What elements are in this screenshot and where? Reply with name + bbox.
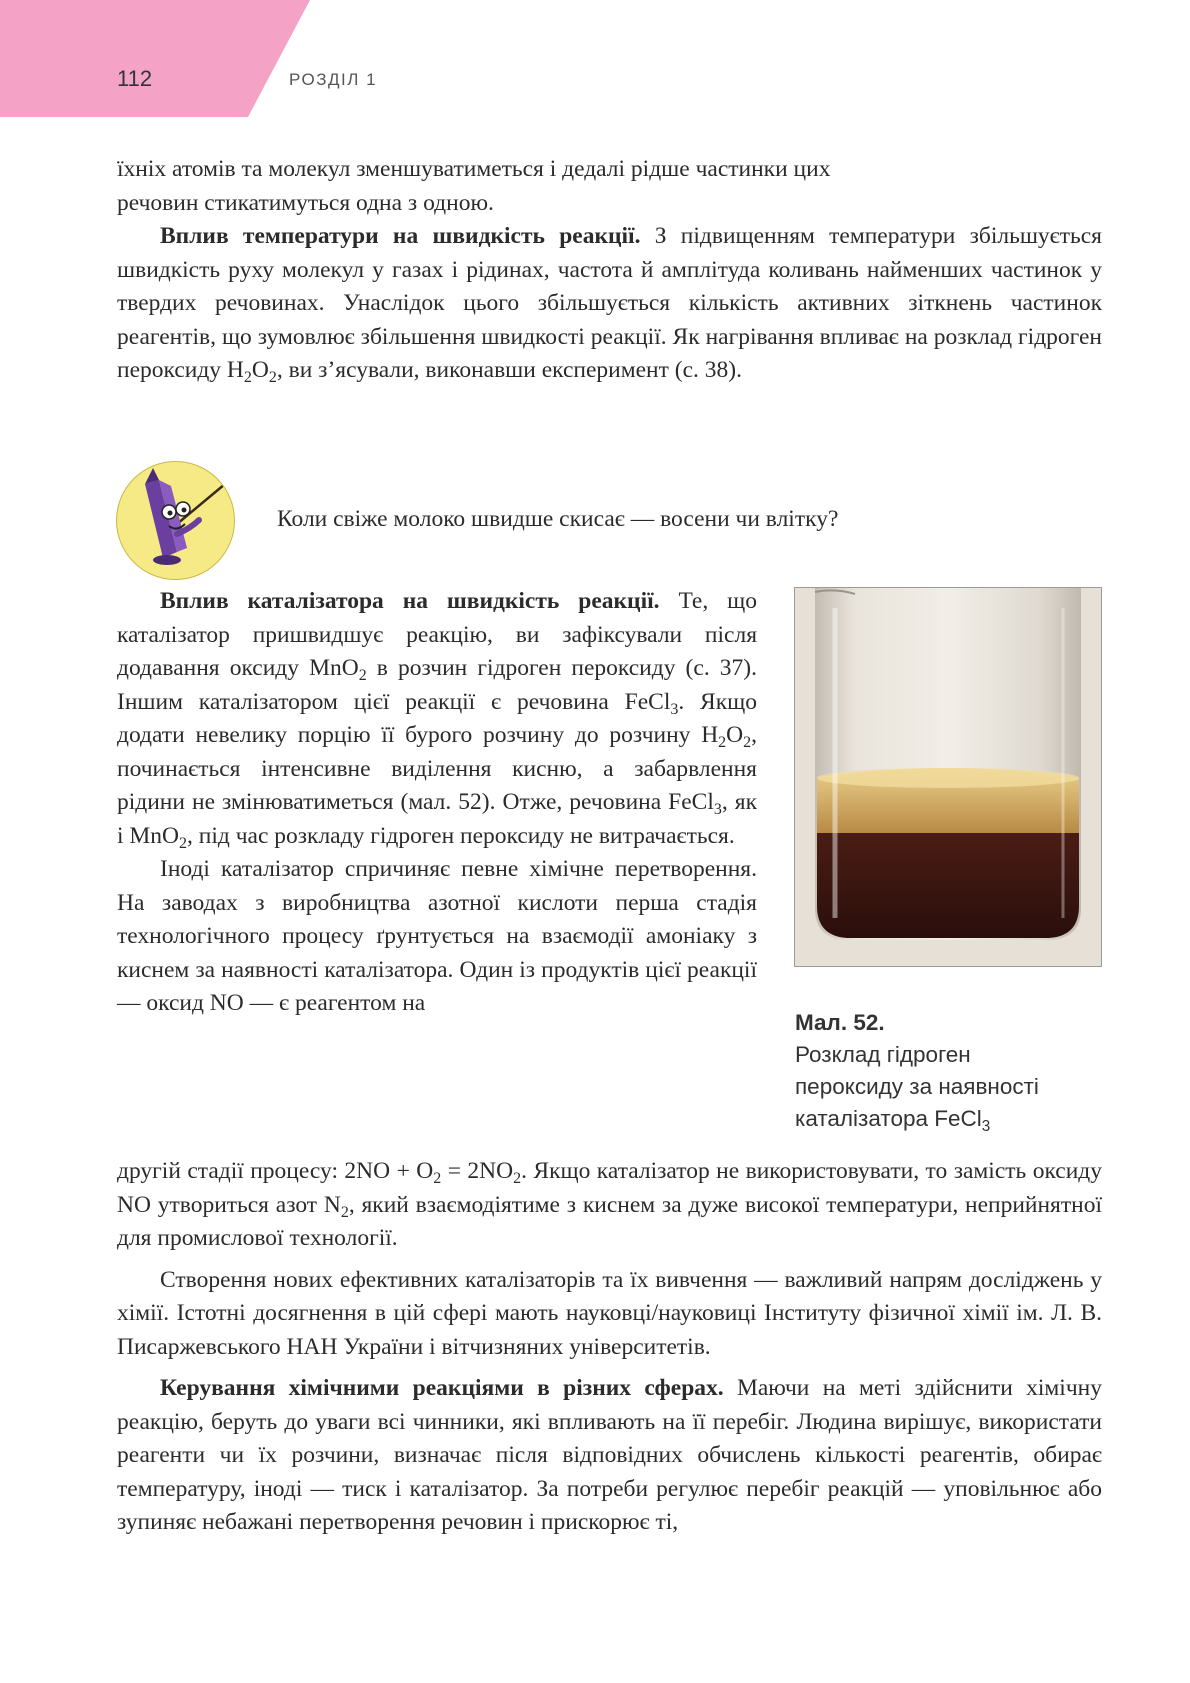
paragraph-temperature: Вплив температури на швидкість реакції. З підвищенням температури збільшується швидкість руху молекул у газах і рідинах, частота й амплітуда коливань найменших частинок у твердих речовинах. Унаслідок цього збільшується кількість активних зіткнень частинок реагентів, що зумовлює збільшення швидкості реакції. Як нагрівання впливає на розклад гідроген пероксиду $H_2O_2$, ви з’ясували, виконавши експеримент (с. 38). [117, 223, 1102, 387]
caption-line: каталізатора FeCl$_3$ [795, 1106, 991, 1135]
question-pencil-icon [116, 461, 235, 580]
caption-title: Мал. 52. [795, 1010, 885, 1035]
top-text-block [117, 153, 1102, 388]
heading-temperature: Вплив температури на швидкість реакції. [160, 223, 641, 249]
bottom-text-block [117, 1155, 1102, 1540]
paragraph-industrial-continuation: другій стадії процесу: $2NO + O_2 = 2NO_2$. Якщо каталізатор не використовувати, то замість оксиду NO утвориться азот $N_2$, який взаємодіятиме з киснем за дуже високої температури, неприйнятної для промислової технології. [117, 1158, 1102, 1251]
heading-control: Керування хімічними реакціями в різних сферах. [160, 1375, 724, 1401]
section-label: РОЗДІЛ 1 [289, 70, 378, 89]
page-number: 112 [117, 66, 153, 91]
question-text: Коли свіже молоко швидше скисає — восени чи влітку? [277, 506, 839, 532]
catalyst-text-block [117, 585, 757, 1021]
figure-caption [795, 1007, 1115, 1135]
heading-catalyst: Вплив каталізатора на швидкість реакції. [160, 588, 660, 614]
caption-line: Розклад гідроген [795, 1042, 971, 1067]
paragraph-research: Створення нових ефективних каталізаторів та їх вивчення — важливий напрям досліджень у хімії. Істотні досягнення в цій сфері мають науковці/науковиці Інституту фізичної хімії ім. Л. В. Писаржевського НАН України і вітчизняних університетів. [117, 1266, 1102, 1360]
figure-photo-beaker [794, 587, 1102, 967]
paragraph-industrial: Іноді каталізатор спричиняє певне хімічне перетворення. На заводах з виробництва азотної кислоти перша стадія технологічного процесу ґрунтується на взаємодії амоніаку з киснем за наявності каталізатора. Один із продуктів цієї реакції — оксид NO — є реагентом на [117, 856, 757, 1016]
paragraph-control: Керування хімічними реакціями в різних сферах. Маючи на меті здійснити хімічну реакцію, беруть до уваги всі чинники, які впливають на її перебіг. Людина вирішує, використати реагенти чи їх розчини, визначає після відповідних обчислень кількості реагентів, обирає температуру, іноді — тиск і каталізатор. За потреби регулює перебіг реакцій — уповільнює або зупиняє небажані перетворення речовин і прискорює ті, [117, 1375, 1102, 1535]
paragraph-catalyst: Вплив каталізатора на швидкість реакції. Те, що каталізатор пришвидшує реакцію, ви зафіксували після додавання оксиду MnO$_2$ в розчин гідроген пероксиду (с. 37). Іншим каталізатором цієї реакції є речовина FeCl$_3$. Якщо додати невелику порцію її бурого розчину до розчину $H_2O_2$, починається інтенсивне виділення кисню, а забарвлення рідини не змінюватиметься (мал. 52). Отже, речовина FeCl$_3$, як і MnO$_2$, під час розкладу гідроген пероксиду не витрачається. [117, 588, 757, 852]
paragraph-continuation: їхніх атомів та молекул зменшуватиметься і дедалі рідше частинки цих речовин стикатимуться одна з одною. [117, 156, 831, 216]
header-band [0, 0, 310, 117]
caption-line: пероксиду за наявності [795, 1074, 1039, 1099]
